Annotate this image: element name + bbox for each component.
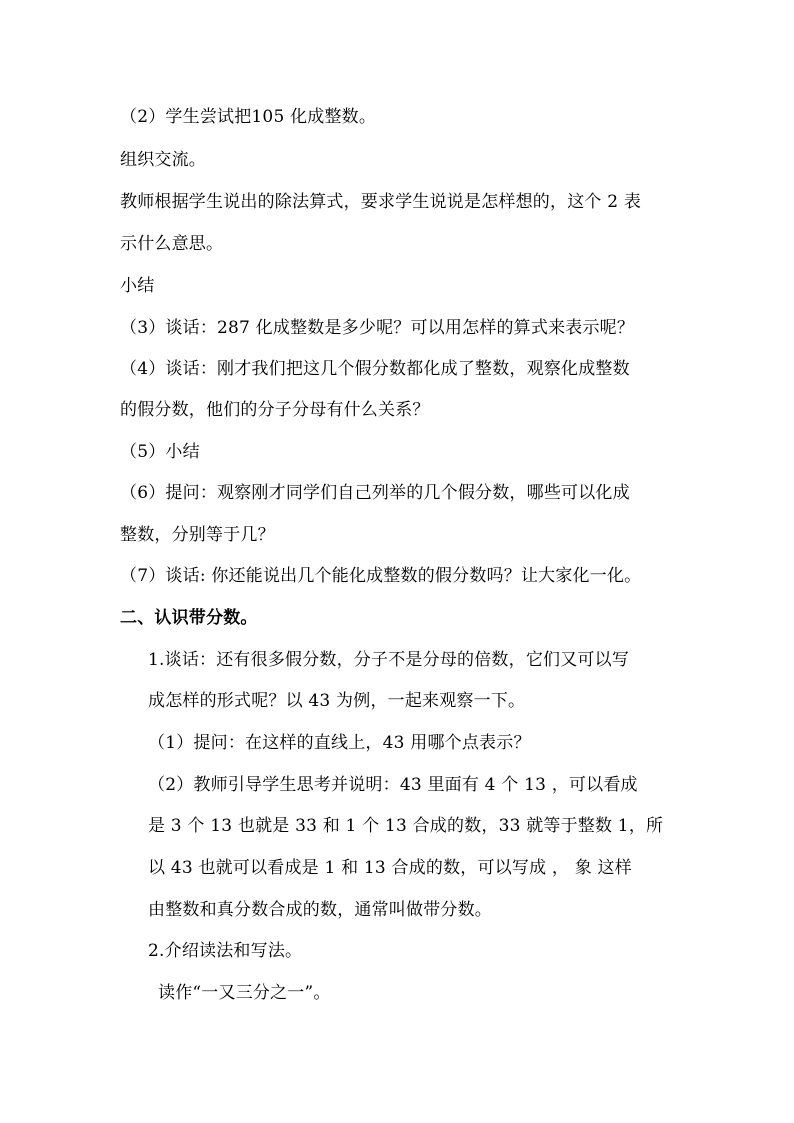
text-line: 由整数和真分数合成的数，通常叫做带分数。 [148,900,492,920]
text-line: （6）提问：观察刚才同学们自己列举的几个假分数，哪些可以化成 [120,483,630,503]
text-line: （7）谈话: 你还能说出几个能化成整数的假分数吗？让大家化一化。 [120,566,642,586]
text-line: 示什么意思。 [120,234,224,254]
text-line: 读作“一又三分之一”。 [158,983,331,1003]
text-line: 1.谈话：还有很多假分数，分子不是分母的倍数，它们又可以写 [148,650,630,670]
text-line: （1）提问：在这样的直线上，43 用哪个点表示？ [148,733,531,753]
text-line: 教师根据学生说出的除法算式，要求学生说说是怎样想的，这个 2 表 [120,192,642,212]
text-line: 2.介绍读法和写法。 [148,941,303,961]
text-line: （2）教师引导学生思考并说明：43 里面有 4 个 13 ，可以看成 [148,775,638,795]
text-line: （5）小结 [120,442,200,462]
text-line: 成怎样的形式呢？以 43 为例，一起来观察一下。 [148,691,526,711]
text-line: 以 43 也就可以看成是 1 和 13 合成的数，可以写成 ， 象 这样 [148,858,632,878]
text-line: 的假分数，他们的分子分母有什么关系？ [120,400,430,420]
text-line: （4）谈话：刚才我们把这几个假分数都化成了整数，观察化成整数 [120,359,630,379]
text-line: 小结 [120,276,155,296]
section-heading: 二、认识带分数。 [120,608,258,628]
text-line: 是 3 个 13 也就是 33 和 1 个 13 合成的数，33 就等于整数 1，所 [148,816,664,836]
text-line: （2）学生尝试把105 化成整数。 [120,107,377,127]
text-line: 组织交流。 [120,150,206,170]
text-line: 整数，分别等于几？ [120,525,275,545]
text-line: （3）谈话：287 化成整数是多少呢？可以用怎样的算式来表示呢？ [120,318,635,338]
